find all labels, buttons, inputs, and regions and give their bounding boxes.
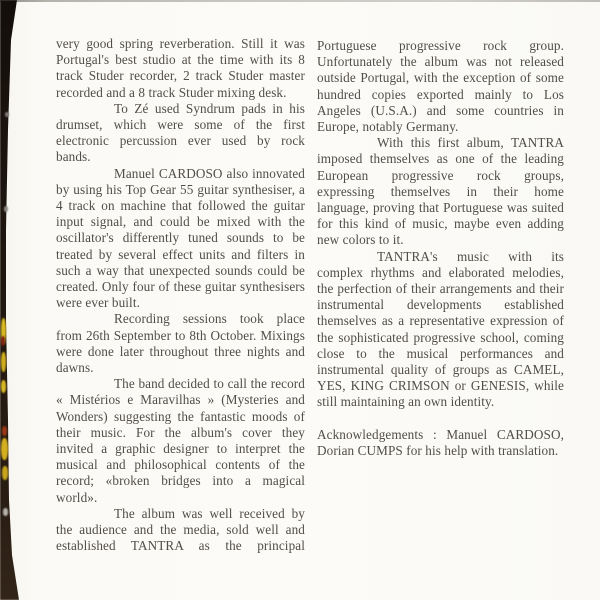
spine-artwork-spot xyxy=(3,508,8,516)
spine-artwork-spot xyxy=(1,352,6,372)
paragraph: Recording sessions took place from 26th September to 8th October. Mixings were done later throughout three nights and dawns. xyxy=(56,311,305,376)
paragraph: Portuguese progressive rock group. Unfortunately the album was not released outside Portugal, with the exception of some hundred copies exported mainly to Los Angeles (U.S.A.) and some countries in Europe, notably Germany. xyxy=(317,38,564,135)
spine-artwork-spot xyxy=(1,336,5,346)
paragraph: The band decided to call the record « Mistérios e Maravilhas » (Mysteries and Wonders) suggesting the fantastic moods of their music. For the album's cover they invited a graphic designer to interpret the musical and philosophical contents of the record; «broken bridges into a magical world». xyxy=(56,376,305,505)
page-top-edge xyxy=(0,0,600,2)
booklet-spine xyxy=(0,0,22,600)
spine-artwork-spot xyxy=(5,112,9,117)
paragraph: With this first album, TANTRA imposed themselves as one of the leading European progressive rock groups, expressing themselves in their home language, proving that Portuguese was suited for this kind of music, maybe even adding new colors to it. xyxy=(317,135,564,248)
paragraph: Manuel CARDOSO also innovated by using his Top Gear 55 guitar synthesiser, a 4 track on machine that followed the guitar input signal, and could be mixed with the oscillator's differently tuned sounds to be treated by several effect units and filters in such a way that unexpected sounds could be created. Only four of these guitar synthesisers were ever built. xyxy=(56,165,305,311)
paragraph: To Zé used Syndrum pads in his drumset, which were some of the first electronic percussion ever used by rock bands. xyxy=(56,100,305,165)
acknowledgements-paragraph: Acknowledgements : Manuel CARDOSO, Dorian CUMPS for his help with translation. xyxy=(317,426,564,458)
spine-artwork-spot xyxy=(1,380,6,393)
spine-artwork-spot xyxy=(2,426,7,436)
spine-artwork-spot xyxy=(1,438,8,460)
paragraph: TANTRA's music with its complex rhythms and elaborated melodies, the perfection of their arrangements and their instrumental developments established themselves as a representative expression of the sophisticated progressive school, coming close to the musical performances and instrumental quality of groups as CAMEL, YES, KING CRIMSON or GENESIS, while still maintaining an own identity. xyxy=(317,248,564,410)
spine-artwork-spot xyxy=(2,466,8,480)
paragraph: very good spring reverberation. Still it was Portugal's best studio at the time with its 8 track Studer recorder, 2 track Studer master recorded and a 8 track Studer mixing desk. xyxy=(56,36,305,100)
left-text-column xyxy=(56,36,305,555)
paragraph: The album was well received by the audience and the media, sold well and established TANTRA as the principal xyxy=(56,505,305,554)
page-bottom-edge xyxy=(0,596,600,600)
spine-artwork-spot xyxy=(4,206,8,212)
right-text-column xyxy=(317,38,564,459)
